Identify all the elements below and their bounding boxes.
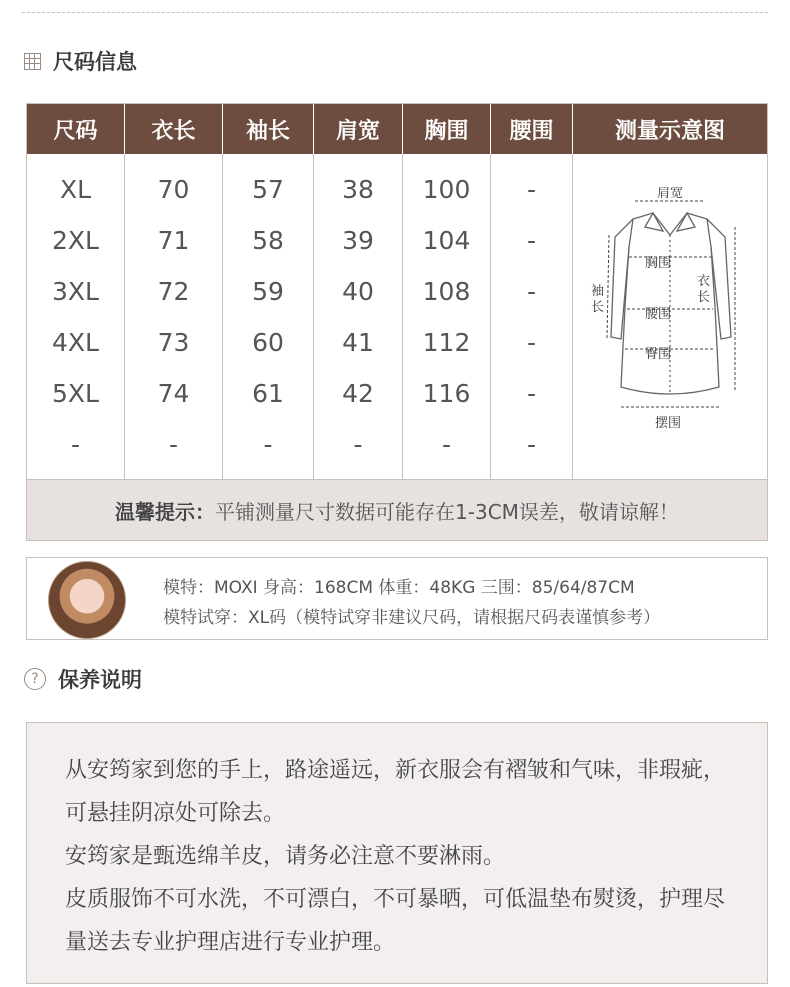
table-cell: 39 <box>342 226 374 255</box>
table-cell: 4XL <box>52 328 99 357</box>
header-waist: 腰围 <box>491 104 573 154</box>
table-cell: 72 <box>157 277 190 306</box>
care-paragraph-3: 皮质服饰不可水洗，不可漂白，不可暴晒，可低温垫布熨烫，护理尽量送去专业护理店进行专业护理。 <box>65 887 726 955</box>
measurement-tip <box>27 479 767 540</box>
table-cell: 5XL <box>52 379 99 408</box>
table-cell: 100 <box>422 175 471 204</box>
table-cell: 71 <box>157 226 190 255</box>
diagram-label-chest: 胸围 <box>645 255 672 271</box>
table-cell: 2XL <box>52 226 99 255</box>
column-chest <box>403 154 491 479</box>
table-cell: 41 <box>342 328 374 357</box>
table-cell: 42 <box>342 379 374 408</box>
column-length <box>125 154 223 479</box>
avatar <box>48 561 126 639</box>
care-instructions-box <box>26 722 768 984</box>
model-fit-note: 模特试穿：XL码（模特试穿非建议尺码，请根据尺码表谨慎参考） <box>163 608 661 628</box>
table-cell: XL <box>59 175 92 204</box>
table-cell: - <box>526 175 537 204</box>
table-cell: 59 <box>252 277 284 306</box>
table-cell: 112 <box>422 328 471 357</box>
table-cell: 61 <box>252 379 284 408</box>
column-size <box>27 154 125 479</box>
table-cell: 116 <box>422 379 471 408</box>
diagram-label-sleeve-1: 袖 <box>591 283 605 299</box>
top-divider <box>22 12 768 13</box>
table-cell: - <box>526 328 537 357</box>
column-waist <box>491 154 573 479</box>
diagram-label-shoulder: 肩宽 <box>657 186 684 201</box>
table-cell: 70 <box>157 175 190 204</box>
table-header-row <box>27 104 767 154</box>
column-shoulder <box>314 154 403 479</box>
table-cell: 3XL <box>52 277 99 306</box>
table-cell: 104 <box>422 226 471 255</box>
table-cell: - <box>526 430 537 459</box>
table-cell: 38 <box>342 175 374 204</box>
care-paragraph-2: 安筠家是甄选绵羊皮，请务必注意不要淋雨。 <box>65 844 506 869</box>
table-cell: 58 <box>252 226 284 255</box>
table-body <box>27 154 767 479</box>
diagram-label-sleeve-2: 长 <box>591 299 605 315</box>
table-cell: - <box>263 430 273 459</box>
size-table <box>26 103 768 541</box>
question-icon: ? <box>24 668 46 690</box>
header-length: 衣长 <box>125 104 223 154</box>
table-cell: 60 <box>252 328 284 357</box>
header-sleeve: 袖长 <box>223 104 314 154</box>
model-info-box <box>26 557 768 640</box>
diagram-label-hip: 臀围 <box>645 346 672 362</box>
measurement-diagram <box>573 154 767 479</box>
table-cell: 74 <box>157 379 190 408</box>
table-cell: - <box>526 379 537 408</box>
table-cell: - <box>353 430 363 459</box>
table-cell: 108 <box>422 277 471 306</box>
diagram-label-hem: 摆围 <box>655 415 682 431</box>
care-section-title: 保养说明 <box>58 668 142 692</box>
table-cell: - <box>526 277 537 306</box>
table-cell: - <box>70 430 81 459</box>
table-cell: - <box>441 430 452 459</box>
size-section-title: 尺码信息 <box>53 50 137 74</box>
garment-diagram-illustration <box>585 187 755 447</box>
tip-text: 平铺测量尺寸数据可能存在1-3CM误差，敬请谅解！ <box>215 499 679 524</box>
diagram-label-length-1: 衣 <box>697 273 711 289</box>
header-size: 尺码 <box>27 104 125 154</box>
header-diagram: 测量示意图 <box>614 118 725 144</box>
table-cell: - <box>526 226 537 255</box>
grid-icon <box>24 53 41 70</box>
table-cell: 40 <box>342 277 374 306</box>
table-cell: 57 <box>252 175 284 204</box>
header-chest: 胸围 <box>403 104 491 154</box>
table-cell: 73 <box>157 328 190 357</box>
column-sleeve <box>223 154 314 479</box>
size-section-heading <box>24 46 137 76</box>
header-shoulder: 肩宽 <box>314 104 403 154</box>
diagram-label-waist: 腰围 <box>645 306 672 322</box>
tip-label: 温馨提示： <box>115 499 216 524</box>
diagram-label-length-2: 长 <box>697 289 711 305</box>
care-paragraph-1: 从安筠家到您的手上，路途遥远，新衣服会有褶皱和气味，非瑕疵，可悬挂阴凉处可除去。 <box>65 758 726 826</box>
table-cell: - <box>168 430 179 459</box>
model-stats: 模特：MOXI 身高：168CM 体重：48KG 三围：85/64/87CM <box>163 578 635 598</box>
care-section-heading <box>24 664 142 694</box>
